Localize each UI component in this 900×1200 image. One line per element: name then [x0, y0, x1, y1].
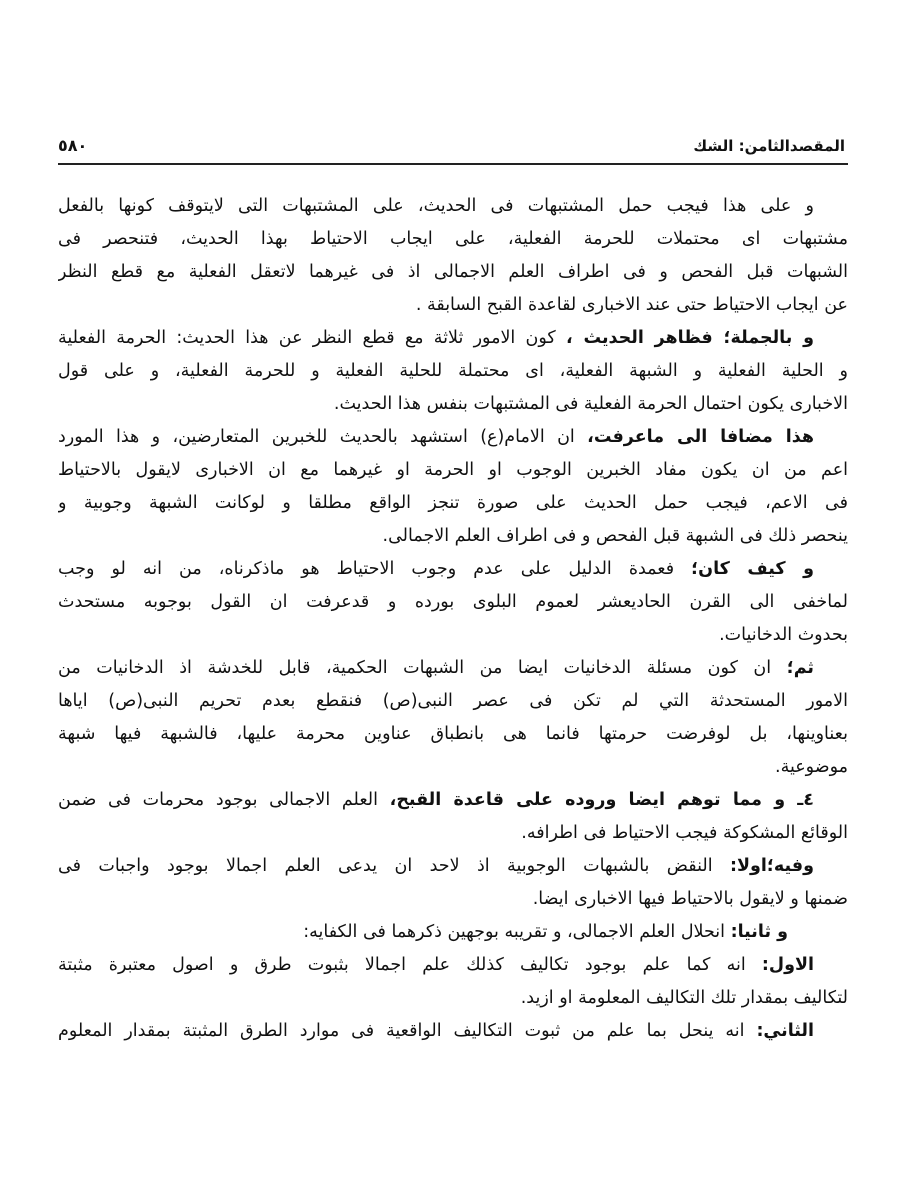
- text-line: اعم من ان يكون مفاد الخبرين الوجوب او الحرمة او غيرهما مع ان الاخبارى لايقول بالاحتياط: [58, 460, 848, 480]
- paragraph-lead: الاول:: [761, 955, 814, 975]
- text-line: الشبهات قبل الفحص و فى اطراف العلم الاجمالى اذ فى غيرهما لاتعقل الفعلية مع قطع النظر: [58, 262, 848, 282]
- text-line: لتكاليف بمقدار تلك التكاليف المعلومة او ازيد.: [520, 988, 848, 1008]
- paragraph: [58, 784, 848, 850]
- paragraph: [58, 949, 848, 1015]
- text-line: ضمنها و لايقول بالاحتياط فيها الاخبارى ايضا.: [532, 889, 848, 909]
- text-line: فى الاعم، فيجب حمل الحديث على صورة تنجز الواقع مطلقا و لوكانت الشبهة وجوبية و: [58, 493, 848, 513]
- running-title: المقصدالثامن: الشك: [693, 137, 845, 155]
- page-header: [58, 136, 845, 158]
- text-line: ٤ـ و مما توهم ايضا وروده على قاعدة القبح، العلم الاجمالى بوجود محرمات فى ضمن: [58, 790, 814, 810]
- text-line: الاخبارى يكون احتمال الحرمة الفعلية فى المشتبهات بنفس هذا الحديث.: [333, 394, 848, 414]
- text-line: ينحصر ذلك فى الشبهة قبل الفحص و فى اطراف العلم الاجمالى.: [382, 526, 848, 546]
- paragraph-lead: ٤ـ و مما توهم ايضا وروده على قاعدة القبح،: [389, 790, 814, 810]
- text-line: عن ايجاب الاحتياط حتى عند الاخبارى لقاعدة القبح السابقة .: [415, 295, 848, 315]
- text-line: بحدوث الدخانيات.: [719, 625, 848, 645]
- text-line: ثم؛ ان كون مسئلة الدخانيات ايضا من الشبهات الحكمية، قابل للخدشة اذ الدخانيات من: [58, 658, 814, 678]
- text-line: الاول: انه كما علم بوجود تكاليف كذلك علم اجمالا بثبوت طرق و اصول معتبرة مثبتة: [58, 955, 814, 975]
- paragraph: [58, 1015, 848, 1048]
- paragraph: [58, 916, 848, 949]
- body-text: [58, 190, 848, 1048]
- text-line: هذا مضافا الى ماعرفت، ان الامام(ع) استشهد بالحديث للخبرين المتعارضين، و هذا المورد: [58, 427, 814, 447]
- text-line: الوقائع المشكوكة فيجب الاحتياط فى اطرافه.: [521, 823, 848, 843]
- paragraph-lead: هذا مضافا الى ماعرفت،: [587, 427, 814, 447]
- text-line: و على هذا فيجب حمل المشتبهات فى الحديث، على المشتبهات التى لايتوقف كونها بالفعل: [58, 196, 814, 216]
- text-line: و كيف كان؛ فعمدة الدليل على عدم وجوب الاحتياط هو ماذكرناه، من انه لو وجب: [58, 559, 814, 579]
- text-line: و الحلية الفعلية و الشبهة الفعلية، اى محتملة للحلية الفعلية و للحرمة الفعلية، و على قول: [58, 361, 848, 381]
- paragraph: [58, 850, 848, 916]
- text-line: لماخفى الى القرن الحاديعشر لعموم البلوى بورده و قدعرفت ان القول بوجوبه مستحدث: [58, 592, 848, 612]
- paragraph-lead: الثاني:: [756, 1021, 814, 1041]
- paragraph-lead: و كيف كان؛: [691, 559, 814, 579]
- text-line: موضوعية.: [775, 757, 848, 777]
- text-line: و بالجملة؛ فظاهر الحديث ، كون الامور ثلاثة مع قطع النظر عن هذا الحديث: الحرمة الفعلية: [58, 328, 814, 348]
- paragraph-lead: و بالجملة؛ فظاهر الحديث ،: [566, 328, 814, 348]
- paragraph: [58, 322, 848, 421]
- paragraph-lead: ثم؛: [786, 658, 814, 678]
- text-line: بعناوينها، بل لوفرضت حرمتها فانما هى بانطباق عناوين محرمة عليها، فالشبهة فيها شبهة: [58, 724, 848, 744]
- text-line: وفيه؛اولا: النقض بالشبهات الوجوبية اذ لاحد ان يدعى العلم اجمالا بوجود واجبات فى: [58, 856, 814, 876]
- header-rule: [58, 163, 848, 165]
- paragraph: [58, 190, 848, 322]
- page-number: ٥٨٠: [58, 136, 88, 155]
- paragraph-lead: وفيه؛اولا:: [730, 856, 814, 876]
- text-line: و ثانيا: انحلال العلم الاجمالى، و تقريبه بوجهين ذكرهما فى الكفايه:: [303, 922, 788, 942]
- text-line: مشتبهات اى محتملات للحرمة الفعلية، على ايجاب الاحتياط بهذا الحديث، فتنحصر فى: [58, 229, 848, 249]
- paragraph: [58, 553, 848, 652]
- paragraph: [58, 652, 848, 784]
- text-line: الثاني: انه ينحل بما علم من ثبوت التكاليف الواقعية فى موارد الطرق المثبتة بمقدار المعلوم: [58, 1021, 814, 1041]
- paragraph: [58, 421, 848, 553]
- paragraph-lead: و ثانيا:: [730, 922, 788, 942]
- text-line: الامور المستحدثة التي لم تكن فى عصر النبى(ص) فنقطع بعدم تحريم النبى(ص) اياها: [58, 691, 848, 711]
